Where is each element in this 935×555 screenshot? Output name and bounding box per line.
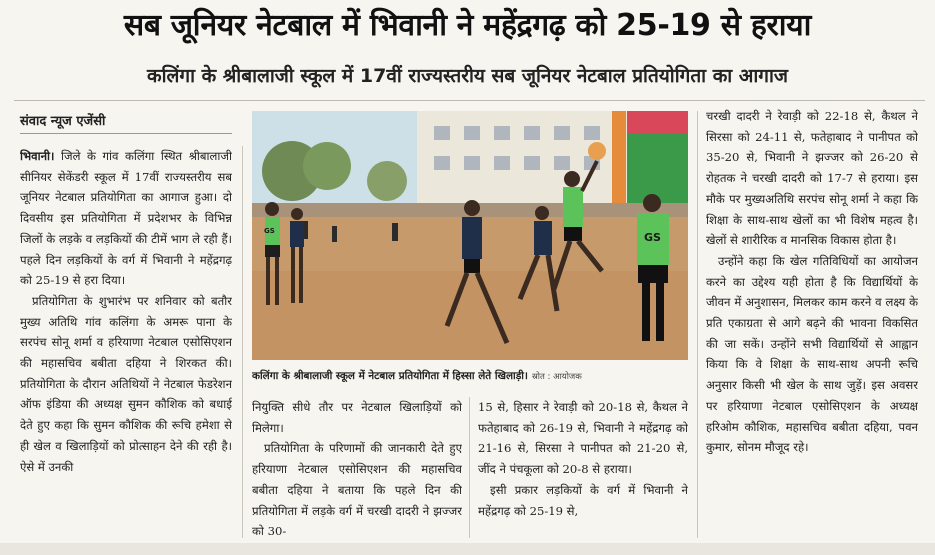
col3-paragraph-2: इसी प्रकार लड़कियों के वर्ग में भिवानी ने महेंद्रगढ़ को 25-19 से, xyxy=(478,482,688,518)
column-divider-1 xyxy=(242,146,243,538)
agency-byline: संवाद न्यूज एजेंसी xyxy=(20,114,106,129)
paragraph-2: प्रतियोगिता के शुभारंभ पर शनिवार को बतौर मुख्य अतिथि गांव कलिंगा के अमरू पाना के सरपंच सोनू शर्मा व हरियाणा नेटबाल एसोसिएशन की महासचिव बबीता दहिया ने शिरकत की। प्रतियोगिता के दौरान अतिथियों ने नेटबाल फेडरेशन ऑफ इंडिया की अध्यक्ष सुमन कौशिक को बधाई देते हुए कहा कि सुमन कौशिक की रूचि हमेशा से ही खेल व खिलाड़ियों को प्रोत्साहन देने की रही है। ऐसे में उनकी xyxy=(20,293,232,474)
article-column-2 xyxy=(252,397,462,543)
dateline: भिवानी। xyxy=(20,149,55,163)
netball-players-photo xyxy=(252,111,688,360)
column-divider-3 xyxy=(697,111,698,538)
caption-text: कलिंगा के श्रीबालाजी स्कूल में नेटबाल प्रतियोगिता में हिस्सा लेते खिलाड़ी। xyxy=(252,370,528,382)
article-column-3 xyxy=(478,397,688,543)
paragraph-1-text: जिले के गांव कलिंगा स्थित श्रीबालाजी सीनियर सेकेंडरी स्कूल में 17वीं राज्यस्तरीय सब जूनियर नेटबाल प्रतियोगिता का आगाज हुआ। दो दिवसीय इस प्रतियोगिता में प्रदेशभर के विभिन्न जिलों के लड़के व लड़कियों की टीमें भाग ले रही हैं। पहले दिन लड़कियों के वर्ग में भिवानी ने महेंद्रगढ़ को 25-19 से हरा दिया। xyxy=(20,149,232,288)
paragraph-1 xyxy=(20,146,232,291)
photo-source: स्रोत : आयोजक xyxy=(531,372,582,382)
column-divider-2 xyxy=(469,397,470,538)
next-article-edge xyxy=(0,543,935,555)
bib-label-gs-small: GS xyxy=(264,227,275,235)
article-column-1 xyxy=(20,146,232,542)
article-column-4 xyxy=(706,106,918,543)
byline-divider xyxy=(20,133,232,134)
header-divider xyxy=(14,100,925,101)
col2-paragraph-2: प्रतियोगिता के परिणामों की जानकारी देते हुए हरियाणा नेटबाल एसोसिएशन की महासचिव बबीता दहिया ने बताया कि पहले दिन की प्रतियोगिता में लड़के वर्ग में चरखी दादरी ने झज्जर को 30- xyxy=(252,441,462,539)
headline: सब जूनियर नेटबाल में भिवानी ने महेंद्रगढ़ को 25-19 से हराया xyxy=(123,8,812,43)
bib-label-gs: GS xyxy=(644,231,661,244)
article-photo xyxy=(252,111,688,360)
col3-paragraph-1: 15 से, हिसार ने रेवाड़ी को 20-18 से, कैथल ने फतेहाबाद को 26-19 से, भिवानी ने महेंद्रगढ़ को 21-16 से, सिरसा ने पानीपत को 21-20 से, जींद ने पंचकूला को 20-8 से हराया। xyxy=(478,400,688,477)
col2-paragraph-1: नियुक्ति सीधे तौर पर नेटबाल खिलाड़ियों को मिलेगा। xyxy=(252,400,462,435)
subheadline: कलिंगा के श्रीबालाजी स्कूल में 17वीं राज्यस्तरीय सब जूनियर नेटबाल प्रतियोगिता का आगाज xyxy=(147,65,788,87)
col4-paragraph-1: चरखी दादरी ने रेवाड़ी को 22-18 से, कैथल ने सिरसा को 24-11 से, फतेहाबाद ने पानीपत को 35-20 से, भिवानी ने झज्जर को 26-20 से रोहतक ने चरखी दादरी को 17-7 से हराया। इस मौके पर मुख्यअतिथि सरपंच सोनू शर्मा ने कहा कि शिक्षा के साथ-साथ खेलों का भी विशेष महत्व है। खेलों से शारीरिक व मानसिक विकास होता है। xyxy=(706,109,918,248)
col4-paragraph-2: उन्होंने कहा कि खेल गतिविधियों का आयोजन करने का उद्देश्य यही होता है कि विद्यार्थियों के जीवन में अनुशासन, मिलकर काम करने व लक्ष्य के प्रति एकाग्रता से आगे बढ़ने की भावना विकसित की जा सकें। उन्होंने सभी विद्यार्थियों से आह्वान किया कि वे शिक्षा के साथ-साथ अपनी रूचि अनुसार किसी भी खेल के साथ जुड़ें। इस अवसर पर हरियाणा नेटबाल एसोसिएशन के अध्यक्ष हरिओम कौशिक, महासचिव बबीता दहिया, पवन कुमार, सोनम मौजूद रहे। xyxy=(706,253,918,455)
photo-caption xyxy=(252,365,688,387)
